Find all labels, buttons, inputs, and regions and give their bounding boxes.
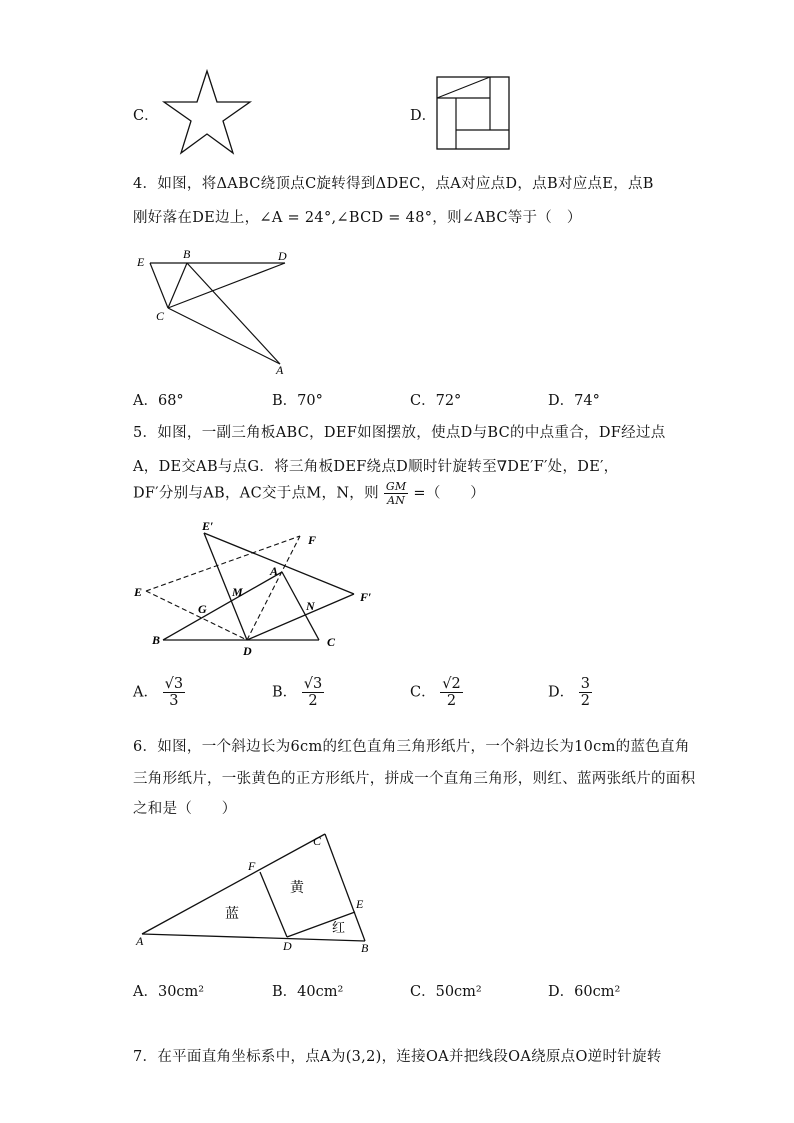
q6-option-b: B．40cm² [272, 984, 344, 1000]
q3-option-d-label: D． [410, 108, 437, 124]
q5-point-f: F [308, 533, 317, 547]
q4-option-a: A．68° [133, 393, 184, 409]
q5-point-g: G [198, 602, 207, 616]
q4-figure [130, 244, 300, 376]
q5-figure [130, 518, 380, 660]
q5-option-d-num: 3 [580, 676, 590, 692]
q5-option-b-label: B． [272, 684, 298, 701]
q5-point-b: B [152, 633, 161, 647]
q5-ratio-numerator: GM [385, 480, 407, 493]
q5-ratio-fraction [384, 480, 409, 507]
q5-point-f-prime: F′ [360, 590, 372, 604]
q5-option-d-label: D． [548, 684, 575, 701]
q6-option-a: A．30cm² [133, 984, 205, 1000]
q4-option-d: D．74° [548, 393, 600, 409]
q5-option-c-label: C． [410, 684, 436, 701]
q6-point-e: E [356, 897, 364, 911]
q5-point-c: C [327, 635, 336, 649]
q4-point-b: B [183, 247, 191, 261]
q4-point-d: D [278, 249, 287, 263]
q4-point-a: A [276, 363, 284, 376]
q6-point-a: A [136, 934, 144, 948]
q5-text-line1: 5．如图，一副三角板ABC，DEF如图摆放，使点D与BC的中点重合，DF经过点 [133, 425, 666, 441]
q6-option-c: C．50cm² [410, 984, 482, 1000]
q4-text-line1: 4．如图，将ΔABC绕顶点C旋转得到ΔDEC，点A对应点D，点B对应点E，点B [133, 176, 654, 192]
q4-point-e: E [137, 255, 145, 269]
q6-option-d: D．60cm² [548, 984, 621, 1000]
q7-text-line1: 7．在平面直角坐标系中，点A为(3,2)，连接OA并把线段OA绕原点O逆时针旋转 [133, 1049, 662, 1065]
q5-point-d: D [243, 644, 252, 658]
q5-option-b-fraction [302, 676, 324, 709]
q4-option-b: B．70° [272, 393, 323, 409]
q5-option-a-label: A． [133, 684, 158, 701]
q4-text-line2: 刚好落在DE边上，∠A = 24°,∠BCD = 48°，则∠ABC等于（ ） [133, 210, 582, 226]
q5-line3-prefix: DF′分别与AB，AC交于点M，N，则 [133, 485, 379, 502]
q4-point-c: C [156, 309, 165, 323]
q5-option-c-fraction [440, 676, 462, 709]
q6-text-line2: 三角形纸片，一张黄色的正方形纸片，拼成一个直角三角形，则红、蓝两张纸片的面积 [133, 771, 696, 787]
q6-text-line3: 之和是（ ） [133, 801, 237, 817]
q5-point-m: M [232, 585, 243, 599]
q6-point-b: B [361, 941, 369, 955]
q5-option-a [133, 676, 185, 709]
q6-point-c: C [313, 834, 322, 848]
q6-text-line1: 6．如图，一个斜边长为6cm的红色直角三角形纸片，一个斜边长为10cm的蓝色直角 [133, 739, 690, 755]
q5-option-d-fraction [579, 676, 592, 709]
q5-point-e: E [134, 585, 143, 599]
q5-option-d-den: 2 [580, 693, 590, 709]
q5-option-d [548, 676, 592, 709]
q5-point-e-prime: E′ [202, 519, 214, 533]
q6-point-f: F [248, 859, 256, 873]
q4-option-c: C．72° [410, 393, 462, 409]
q6-point-d: D [283, 939, 292, 953]
q6-yellow-label: 黄 [290, 881, 304, 896]
q5-point-a: A [270, 564, 279, 578]
q5-line3-suffix: =（ ） [413, 485, 486, 502]
q5-point-n: N [306, 599, 315, 613]
q3-option-c-label: C． [133, 108, 159, 124]
q5-text-line2: A，DE交AB与点G．将三角板DEF绕点D顺时针旋转至∇DE′F′处，DE′， [133, 459, 619, 475]
q5-option-a-den: 3 [169, 693, 179, 709]
pinwheel-square-figure [436, 76, 510, 150]
q6-blue-label: 蓝 [225, 907, 239, 922]
q5-text-line3 [133, 480, 485, 507]
star-figure [160, 68, 254, 158]
q5-option-b-num: √3 [303, 676, 323, 692]
q5-option-c [410, 676, 463, 709]
q5-option-a-fraction [163, 676, 185, 709]
q5-option-c-num: √2 [442, 676, 461, 692]
q5-option-c-den: 2 [446, 693, 457, 709]
q5-option-b-den: 2 [308, 693, 318, 709]
q5-option-b [272, 676, 324, 709]
q5-option-a-num: √3 [164, 676, 184, 692]
q6-red-label: 红 [332, 920, 346, 935]
q5-ratio-denominator: AN [387, 494, 406, 507]
q6-figure [130, 828, 380, 958]
